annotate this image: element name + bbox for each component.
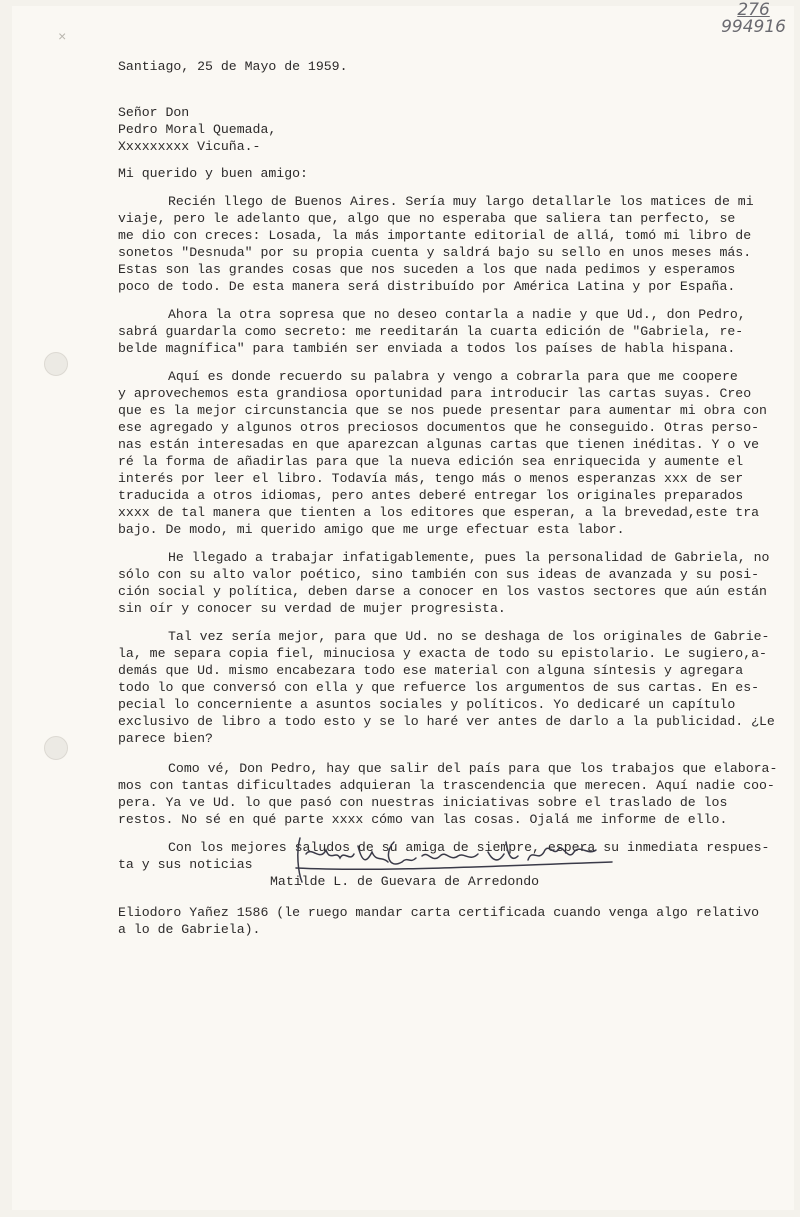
- recipient-line-2: Pedro Moral Quemada,: [118, 122, 277, 137]
- p1-line: poco de todo. De esta manera será distribuído por América Latina y por España.: [118, 279, 736, 294]
- archive-number: 994916: [721, 17, 786, 37]
- p5-line: pecial lo concerniente a asuntos sociales y políticos. Yo dedicaré un capítulo: [118, 697, 736, 712]
- p1-line: Recién llego de Buenos Aires. Sería muy largo detallarle los matices de mi: [168, 194, 754, 209]
- p1-line: me dio con creces: Losada, la más importante editorial de allá, tomó mi libro de: [118, 228, 752, 243]
- archive-stamp: [721, 2, 786, 36]
- address-line: a lo de Gabriela).: [118, 922, 261, 937]
- p5-line: demás que Ud. mismo encabezara todo ese material con alguna síntesis y agregara: [118, 663, 744, 678]
- salutation: Mi querido y buen amigo:: [118, 166, 308, 181]
- p5-line: Tal vez sería mejor, para que Ud. no se deshaga de los originales de Gabrie-: [168, 629, 770, 644]
- p3-line: interés por leer el libro. Todavía más, tengo más o menos esperanzas xxx de ser: [118, 471, 744, 486]
- recipient-line-1: Señor Don: [118, 105, 190, 120]
- p4-line: ción social y política, deben darse a conocer en los vastos sectores que aún están: [118, 584, 767, 599]
- p6-line: Como vé, Don Pedro, hay que salir del país para que los trabajos que elabora-: [168, 761, 778, 776]
- p1-line: sonetos "Desnuda" por su propia cuenta y saldrá bajo su sello en unos meses más.: [118, 245, 752, 260]
- corner-mark: ×: [58, 30, 67, 46]
- p3-line: Aquí es donde recuerdo su palabra y vengo a cobrarla para que me coopere: [168, 369, 738, 384]
- p3-line: xxxx de tal manera que tienten a los editores que esperan, a la brevedad,este tra: [118, 505, 760, 520]
- p3-line: ese agregado y algunos otros preciosos documentos que he conseguido. Otras perso-: [118, 420, 760, 435]
- closing-line: Con los mejores saludos de su amiga de siempre, espera su inmediata respues-: [168, 840, 770, 855]
- punch-hole-bottom: [44, 736, 68, 760]
- p4-line: sólo con su alto valor poético, sino también con sus ideas de avanzada y su posi-: [118, 567, 760, 582]
- p3-line: nas están interesadas en que aparezcan algunas cartas que tienen inéditas. Y o ve: [118, 437, 760, 452]
- p5-line: la, me separa copia fiel, minuciosa y exacta de todo su epistolario. Le sugiero,a-: [118, 646, 767, 661]
- p2-line: sabrá guardarla como secreto: me reeditarán la cuarta edición de "Gabriela, re-: [118, 324, 744, 339]
- p3-line: bajo. De modo, mi querido amigo que me urge efectuar esta labor.: [118, 522, 625, 537]
- p6-line: restos. No sé en qué parte xxxx cómo van las cosas. Ojalá me informe de ello.: [118, 812, 728, 827]
- p5-line: parece bien?: [118, 731, 213, 746]
- p3-line: traducida a otros idiomas, pero antes deberé entregar los originales preparados: [118, 488, 744, 503]
- p2-line: Ahora la otra sopresa que no deseo contarla a nadie y que Ud., don Pedro,: [168, 307, 746, 322]
- p2-line: belde magnífica" para también ser enviada a todos los países de habla hispana.: [118, 341, 736, 356]
- signer-name: Matilde L. de Guevara de Arredondo: [270, 874, 540, 889]
- p4-line: sin oír y conocer su verdad de mujer progresista.: [118, 601, 506, 616]
- p6-line: mos con tantas dificultades adquieran la trascendencia que merecen. Aquí nadie coo-: [118, 778, 775, 793]
- p5-line: exclusivo de libro a todo esto y se lo haré ver antes de darlo a la publicidad. ¿Le: [118, 714, 775, 729]
- p3-line: que es la mejor circunstancia que se nos puede presentar para aumentar mi obra con: [118, 403, 767, 418]
- address-line: Eliodoro Yañez 1586 (le ruego mandar carta certificada cuando venga algo relativo: [118, 905, 760, 920]
- p1-line: viaje, pero le adelanto que, algo que no esperaba que saliera tan perfecto, se: [118, 211, 736, 226]
- folio-number: 276: [737, 0, 770, 20]
- p1-line: Estas son las grandes cosas que nos suceden a los que nada pedimos y esperamos: [118, 262, 736, 277]
- recipient-line-3: Xxxxxxxxx Vicuña.-: [118, 139, 261, 154]
- punch-hole-top: [44, 352, 68, 376]
- closing-line: ta y sus noticias: [118, 857, 253, 872]
- p4-line: He llegado a trabajar infatigablemente, pues la personalidad de Gabriela, no: [168, 550, 770, 565]
- p3-line: y aprovechemos esta grandiosa oportunidad para introducir las cartas suyas. Creo: [118, 386, 752, 401]
- p5-line: todo lo que conversó con ella y que refuerce los argumentos de sus cartas. En es-: [118, 680, 760, 695]
- p6-line: pera. Ya ve Ud. lo que pasó con nuestras iniciativas sobre el traslado de los: [118, 795, 728, 810]
- letter-date: Santiago, 25 de Mayo de 1959.: [118, 59, 348, 74]
- p3-line: ré la forma de añadirlas para que la nueva edición sea enriquecida y aumente el: [118, 454, 744, 469]
